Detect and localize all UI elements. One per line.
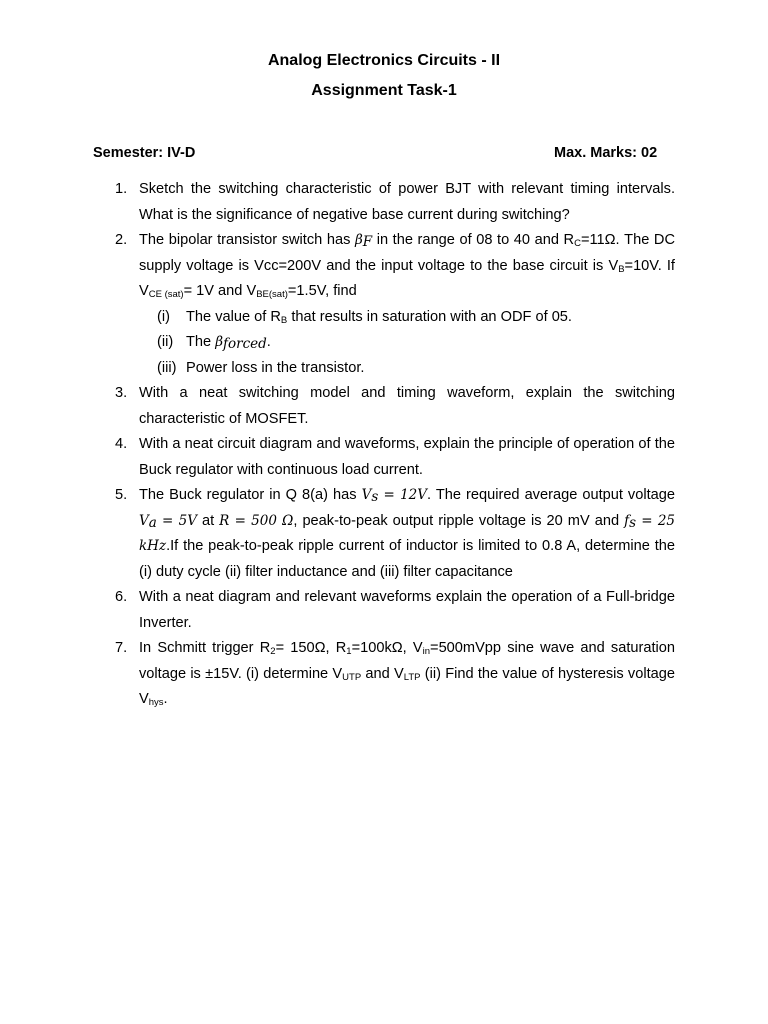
text-run: that results in saturation with an ODF of 05. bbox=[287, 308, 572, 325]
math-subscript: forced bbox=[223, 336, 267, 352]
text-run: =10V. If V bbox=[139, 257, 675, 299]
text-run: and V bbox=[361, 665, 404, 682]
math-symbol: β bbox=[215, 334, 224, 350]
subscript: hys bbox=[148, 697, 164, 708]
question-number: 5. bbox=[115, 487, 128, 503]
math-value: = 25 kHz bbox=[139, 512, 676, 554]
subquestion-number: (ii) bbox=[157, 334, 174, 350]
subscript: in bbox=[422, 646, 431, 657]
semester-label: Semester: IV-D bbox=[93, 145, 196, 161]
math-symbol: V bbox=[361, 487, 372, 503]
math-value: = 12V bbox=[378, 487, 428, 503]
question-item bbox=[115, 432, 675, 483]
subquestion-item bbox=[157, 330, 675, 356]
question-text: Sketch the switching characteristic of power BJT with relevant timing intervals. What is the significance of negative base current during switching? bbox=[139, 181, 675, 223]
text-run: The Buck regulator in Q 8(a) has bbox=[139, 487, 362, 503]
subscript: CE (sat) bbox=[148, 289, 184, 300]
text-run: in the range of 08 to 40 and R bbox=[372, 232, 575, 248]
math-value: = 5V bbox=[156, 512, 197, 529]
question-text: With a neat switching model and timing waveform, explain the switching characteristic of MOSFET. bbox=[139, 385, 675, 427]
math-value: = 500 Ω bbox=[229, 512, 294, 529]
math-subscript: F bbox=[362, 234, 373, 250]
text-run: . The required average output voltage bbox=[427, 487, 675, 503]
question-list bbox=[115, 177, 675, 713]
text-run: =11Ω. The DC supply voltage is Vcc=200V and the input voltage to the base circuit is V bbox=[139, 232, 675, 274]
text-run: =1.5V, find bbox=[287, 283, 357, 299]
question-text bbox=[139, 228, 675, 305]
question-number: 3. bbox=[115, 385, 128, 401]
question-text: With a neat circuit diagram and waveforms, explain the principle of operation of the Buck regulator with continuous load current. bbox=[139, 436, 675, 478]
question-number: 6. bbox=[115, 589, 128, 605]
question-text bbox=[139, 483, 675, 585]
text-run: =500mVpp sine wave and saturation voltage is ±15V. (i) determine V bbox=[139, 640, 676, 682]
math-symbol: f bbox=[624, 512, 630, 529]
subscript: B bbox=[280, 314, 288, 326]
subquestion-list bbox=[139, 305, 675, 382]
question-item bbox=[115, 177, 675, 228]
math-subscript: s bbox=[371, 489, 379, 505]
question-number: 1. bbox=[115, 181, 128, 197]
text-run: =100kΩ, V bbox=[351, 640, 423, 656]
text-run: Power loss in the transistor. bbox=[186, 359, 365, 376]
text-run: The bbox=[186, 334, 216, 350]
question-text bbox=[139, 636, 675, 713]
question-item bbox=[115, 483, 675, 585]
text-run: at bbox=[196, 512, 220, 529]
subscript: C bbox=[574, 238, 581, 249]
subscript: 2 bbox=[270, 646, 276, 657]
text-run: In Schmitt trigger R bbox=[139, 640, 271, 656]
subquestion-number: (iii) bbox=[157, 359, 177, 376]
question-item bbox=[115, 228, 675, 381]
question-item bbox=[115, 636, 675, 713]
question-number: 7. bbox=[115, 640, 128, 656]
math-subscript: a bbox=[148, 514, 157, 531]
subscript: BE(sat) bbox=[256, 289, 288, 300]
question-number: 4. bbox=[115, 436, 128, 452]
math-symbol: R bbox=[219, 512, 230, 529]
math-subscript: s bbox=[629, 514, 637, 531]
text-run: (ii) Find the value of hysteresis voltage V bbox=[139, 665, 675, 707]
assignment-title: Assignment Task-1 bbox=[311, 82, 457, 99]
text-run: The value of R bbox=[186, 308, 281, 325]
text-run: . bbox=[266, 334, 271, 350]
text-run: = 1V and V bbox=[183, 283, 257, 299]
text-run: The bipolar transistor switch has bbox=[139, 232, 355, 248]
question-item bbox=[115, 585, 675, 636]
subscript: LTP bbox=[403, 671, 421, 683]
question-item bbox=[115, 381, 675, 432]
text-run: = 150Ω, R bbox=[275, 640, 347, 656]
subquestion-item bbox=[157, 305, 675, 331]
course-title: Analog Electronics Circuits - II bbox=[267, 52, 501, 69]
subscript: UTP bbox=[342, 671, 362, 683]
text-run: .If the peak-to-peak ripple current of inductor is limited to 0.8 A, determine the (i) duty cycle (ii) filter inductance and (iii) filter capacitance bbox=[139, 538, 675, 580]
max-marks-label: Max. Marks: 02 bbox=[554, 145, 658, 161]
question-number: 2. bbox=[115, 232, 128, 248]
text-run: , peak-to-peak output ripple voltage is 20 mV and bbox=[293, 512, 625, 529]
subquestion-number: (i) bbox=[157, 308, 170, 325]
question-text: With a neat diagram and relevant waveforms explain the operation of a Full-bridge Inverter. bbox=[139, 589, 675, 631]
math-symbol: V bbox=[139, 512, 149, 529]
math-symbol: β bbox=[354, 232, 363, 248]
subscript: B bbox=[618, 263, 625, 275]
subquestion-item bbox=[157, 356, 675, 382]
text-run: . bbox=[163, 691, 168, 707]
subscript: 1 bbox=[346, 646, 352, 657]
